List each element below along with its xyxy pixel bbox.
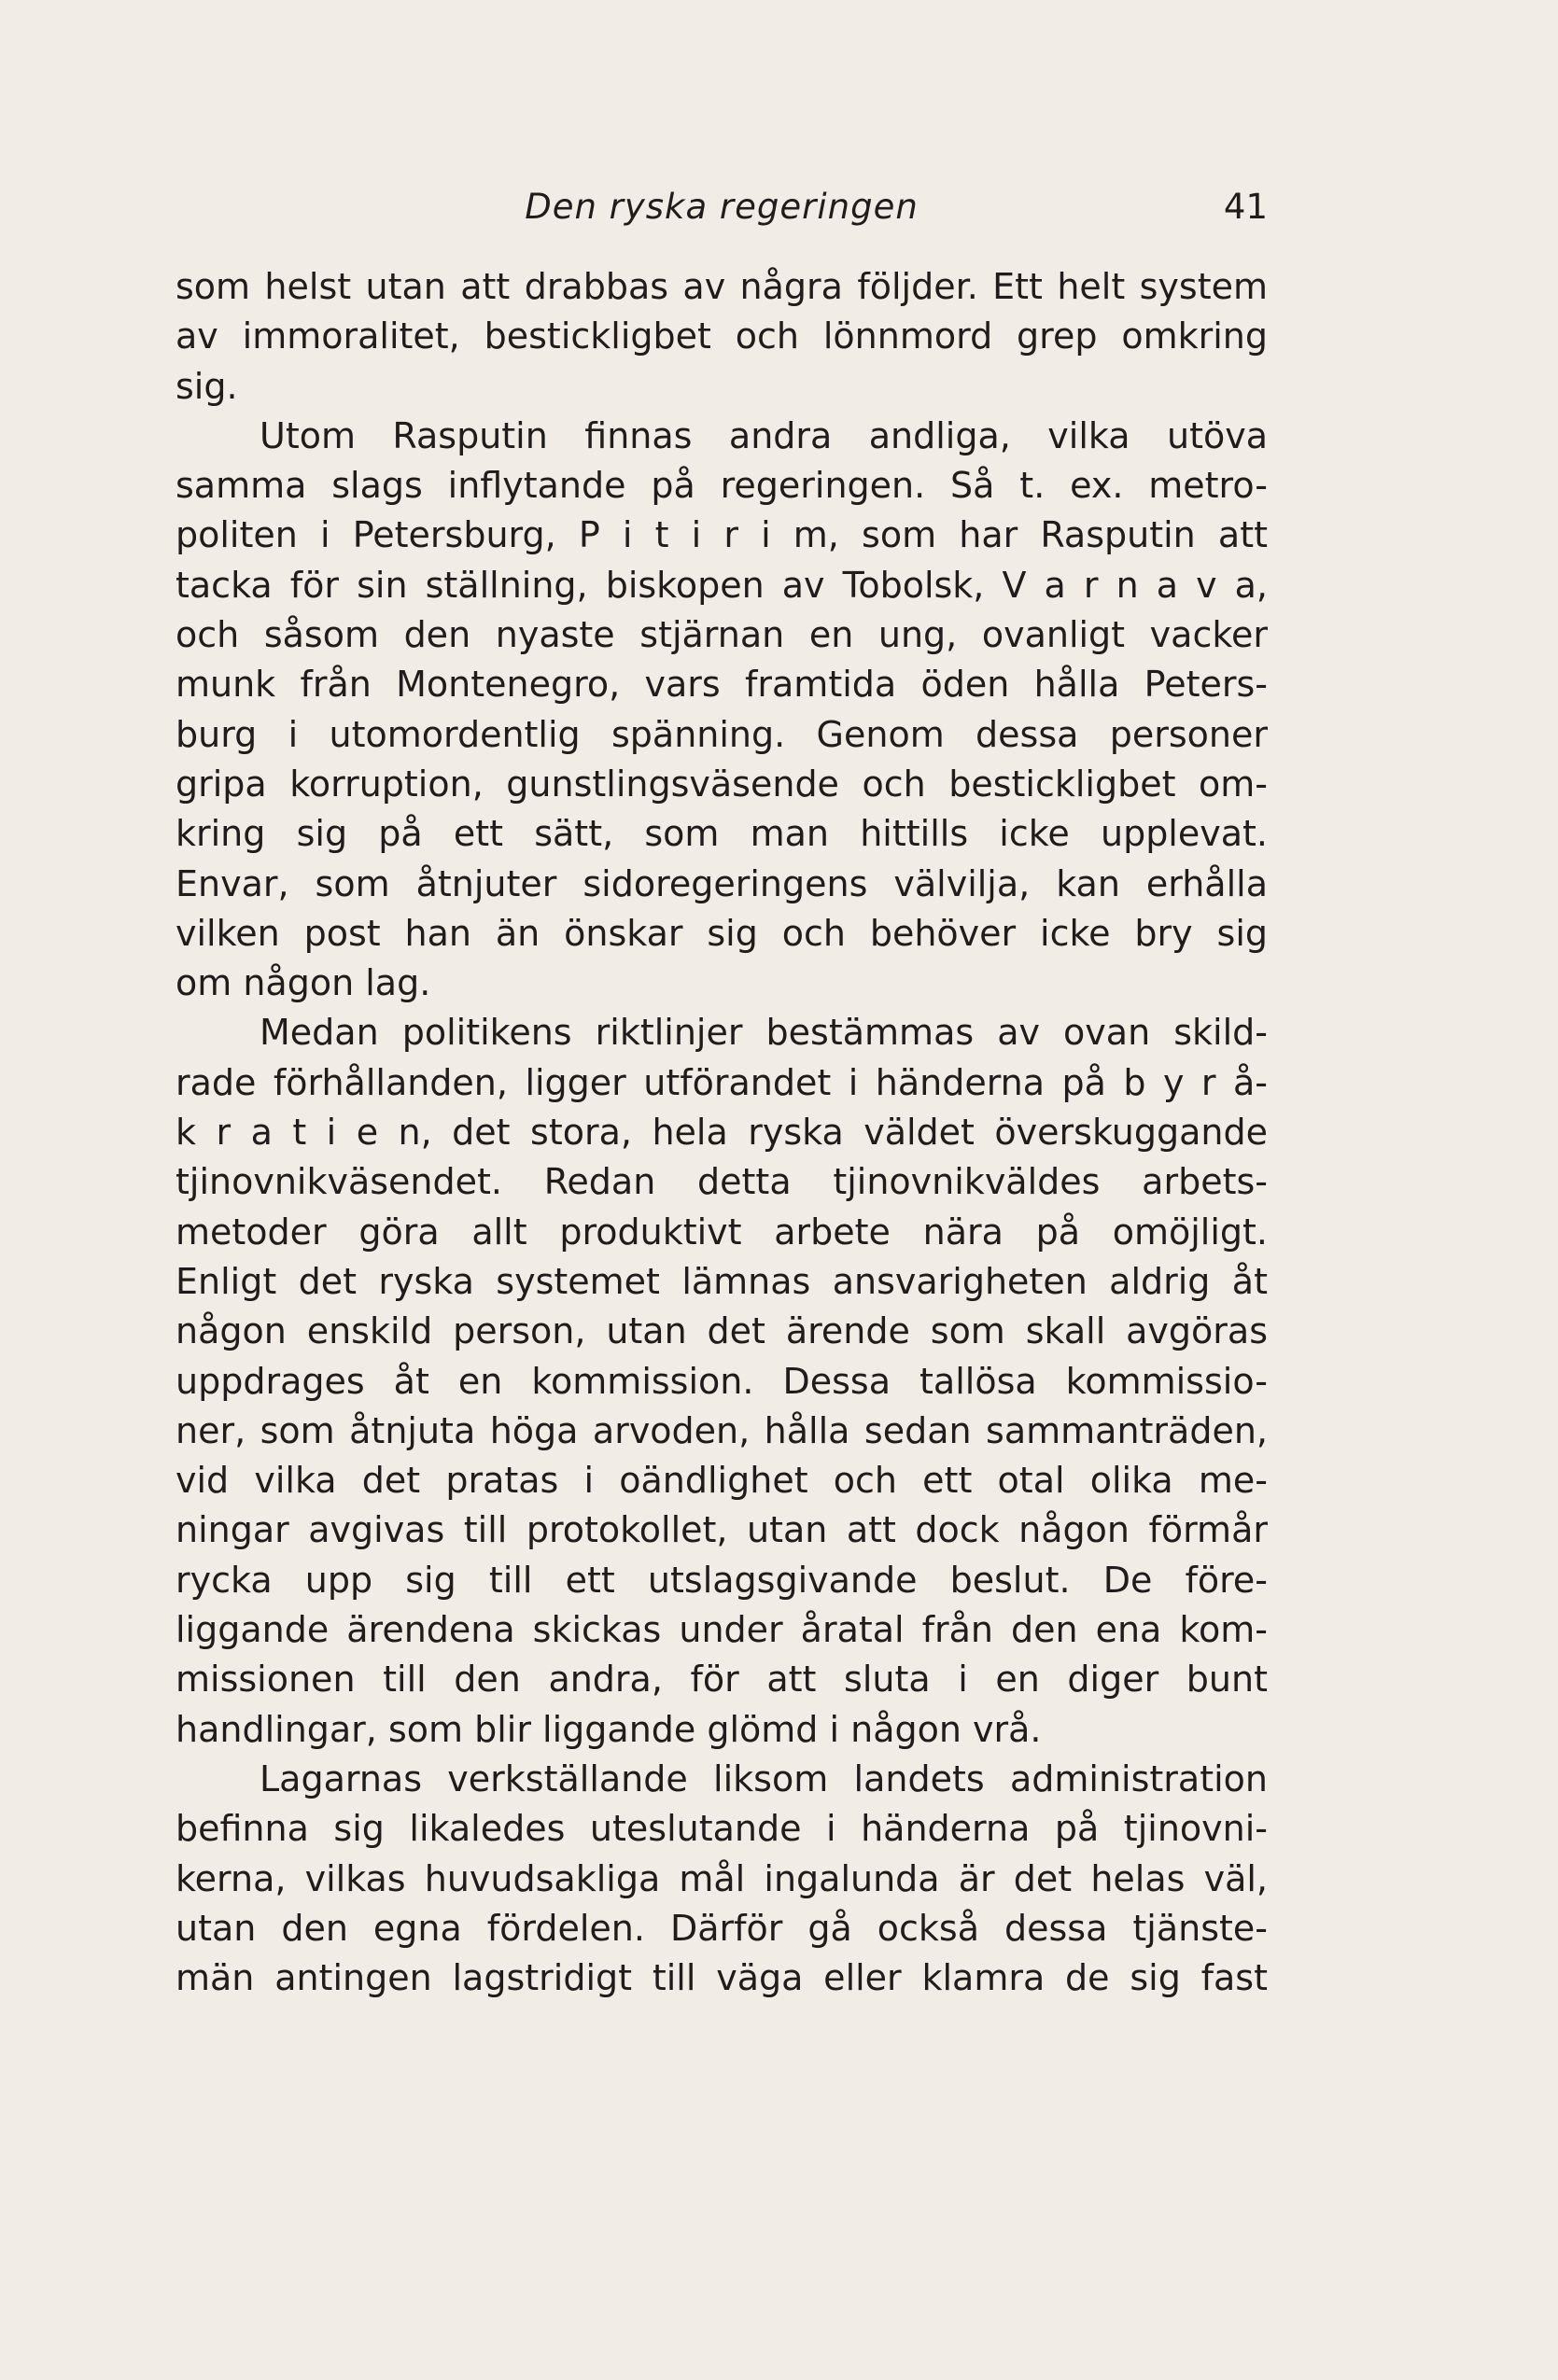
text-line: män antingen lagstridigt till väga eller klamra de sig fast	[175, 1957, 1268, 1999]
text-line: gripa korruption, gunstlingsväsende och bestickligbet om-	[175, 763, 1268, 805]
text-line: Envar, som åtnjuter sidoregeringens välvilja, kan erhålla	[175, 862, 1268, 904]
text-line: vid vilka det pratas i oändlighet och ett otal olika me-	[175, 1460, 1268, 1502]
running-title: Den ryska regeringen	[525, 187, 919, 227]
text-line: vilken post han än önskar sig och behöver icke bry sig	[175, 912, 1268, 954]
text-line: Utom Rasputin finnas andra andliga, vilka utöva	[260, 414, 1268, 456]
text-line: kerna, vilkas huvudsakliga mål ingalunda är det helas väl,	[175, 1857, 1268, 1899]
text-line: liggande ärendena skickas under åratal från den ena kom-	[175, 1609, 1268, 1651]
text-line: någon enskild person, utan det ärende som skall avgöras	[175, 1310, 1268, 1352]
text-line: rycka upp sig till ett utslagsgivande beslut. De före-	[175, 1559, 1268, 1601]
text-line: Lagarnas verkställande liksom landets administration	[260, 1757, 1268, 1799]
text-line: ner, som åtnjuta höga arvoden, hålla sedan sammanträden,	[175, 1409, 1268, 1451]
text-line: politen i Petersburg, P i t i r i m, som har Rasputin att	[175, 514, 1268, 556]
text-line: uppdrages åt en kommission. Dessa tallösa kommissio-	[175, 1360, 1268, 1402]
text-line: utan den egna fördelen. Därför gå också dessa tjänste-	[175, 1907, 1268, 1949]
text-line: av immoralitet, bestickligbet och lönnmord grep omkring	[175, 315, 1268, 357]
text-line: munk från Montenegro, vars framtida öden hålla Peters-	[175, 664, 1268, 706]
text-line: metoder göra allt produktivt arbete nära på omöjligt.	[175, 1211, 1268, 1253]
text-line: Enligt det ryska systemet lämnas ansvarigheten aldrig åt	[175, 1260, 1268, 1302]
text-line: ningar avgivas till protokollet, utan att dock någon förmår	[175, 1509, 1268, 1551]
text-line: som helst utan att drabbas av några följder. Ett helt system	[175, 266, 1268, 307]
text-line: och såsom den nyaste stjärnan en ung, ovanligt vacker	[175, 614, 1268, 656]
text-line: befinna sig likaledes uteslutande i händerna på tjinovni-	[175, 1808, 1268, 1850]
text-line: tjinovnikväsendet. Redan detta tjinovnikväldes arbets-	[175, 1161, 1268, 1203]
text-line: rade förhållanden, ligger utförandet i händerna på b y r å-	[175, 1061, 1268, 1103]
text-line: tacka för sin ställning, biskopen av Tobolsk, V a r n a v a,	[175, 564, 1268, 606]
text-line: Medan politikens riktlinjer bestämmas av ovan skild-	[260, 1012, 1268, 1054]
text-line: missionen till den andra, för att sluta i en diger bunt	[175, 1659, 1268, 1701]
text-line: handlingar, som blir liggande glömd i någon vrå.	[175, 1708, 1042, 1750]
text-line: kring sig på ett sätt, som man hittills icke upplevat.	[175, 813, 1268, 855]
text-line: sig.	[175, 365, 238, 407]
text-line: k r a t i e n, det stora, hela ryska väldet överskuggande	[175, 1112, 1268, 1154]
text-line: om någon lag.	[175, 962, 431, 1004]
body-text	[175, 262, 1268, 2003]
text-line: burg i utomordentlig spänning. Genom dessa personer	[175, 713, 1268, 755]
running-head	[175, 187, 1268, 243]
page-number: 41	[1223, 187, 1268, 227]
text-line: samma slags inflytande på regeringen. Så t. ex. metro-	[175, 465, 1268, 507]
